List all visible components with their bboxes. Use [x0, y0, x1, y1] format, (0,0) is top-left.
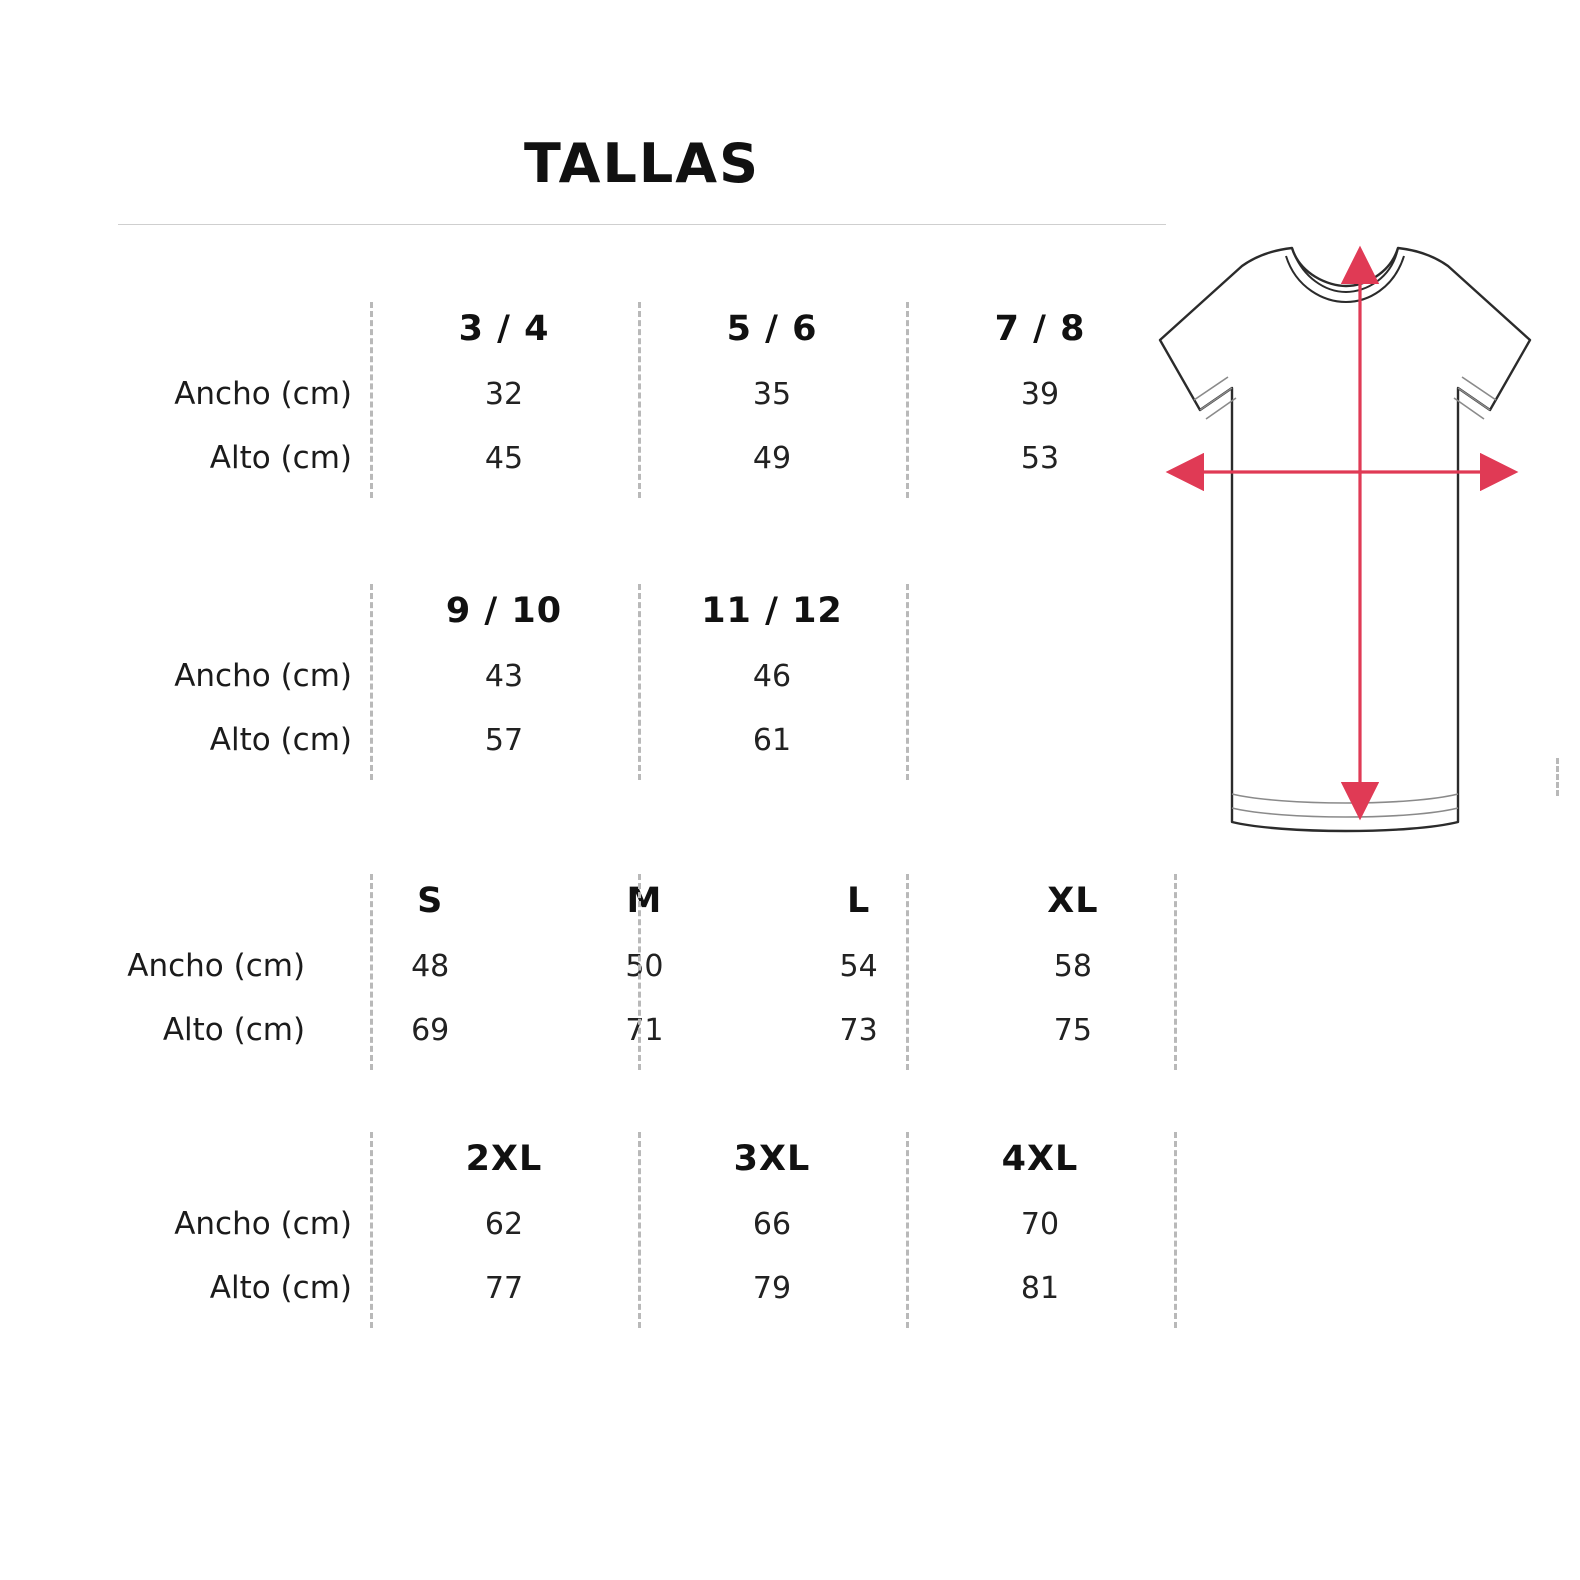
column-separator	[1174, 1132, 1177, 1328]
size-header: L	[846, 881, 871, 921]
row-label-ancho: Ancho (cm)	[174, 658, 352, 694]
value-ancho: 70	[1020, 1206, 1060, 1242]
size-header: 5 / 6	[726, 309, 818, 349]
column-separator	[638, 584, 641, 780]
size-block-kids-large	[118, 578, 1180, 772]
size-block-adult-plus	[118, 1126, 1180, 1320]
size-table-adult-standard	[118, 868, 1180, 1062]
tshirt-illustration	[1060, 222, 1560, 862]
value-alto: 73	[839, 1012, 878, 1048]
value-alto: 57	[484, 722, 524, 758]
column-separator	[370, 1132, 373, 1328]
column-separator	[370, 302, 373, 498]
value-alto: 53	[1020, 440, 1060, 476]
size-table-adult-plus	[118, 1126, 1180, 1320]
page-title: TALLAS	[524, 132, 760, 195]
value-ancho: 39	[1020, 376, 1060, 412]
column-separator	[906, 1132, 909, 1328]
size-header: S	[417, 881, 444, 921]
value-ancho: 32	[484, 376, 524, 412]
size-header: 11 / 12	[701, 591, 843, 631]
value-alto: 49	[752, 440, 792, 476]
row-label-alto: Alto (cm)	[209, 1270, 352, 1306]
size-header: M	[626, 881, 663, 921]
column-separator	[906, 874, 909, 1070]
table-row-alto	[118, 998, 1180, 1062]
size-table-kids-small	[118, 296, 1180, 490]
size-block-adult-standard	[118, 868, 1180, 1062]
column-separator	[638, 1132, 641, 1328]
column-separator	[906, 584, 909, 780]
size-table-kids-large	[118, 578, 1180, 772]
size-header: 9 / 10	[445, 591, 563, 631]
value-ancho: 62	[484, 1206, 524, 1242]
row-label-alto: Alto (cm)	[209, 722, 352, 758]
row-label-ancho: Ancho (cm)	[174, 1206, 352, 1242]
column-separator	[638, 302, 641, 498]
size-header: 4XL	[1001, 1139, 1079, 1179]
table-header-row	[118, 578, 1180, 644]
value-ancho: 50	[625, 948, 664, 984]
value-ancho: 35	[752, 376, 792, 412]
column-separator	[1174, 874, 1177, 1070]
column-separator	[906, 302, 909, 498]
table-row-ancho	[118, 644, 1180, 708]
title-divider	[118, 224, 1166, 225]
value-alto: 45	[484, 440, 524, 476]
column-separator	[638, 874, 641, 1070]
row-label-alto: Alto (cm)	[162, 1012, 306, 1048]
size-block-kids-small	[118, 296, 1180, 490]
row-label-ancho: Ancho (cm)	[174, 376, 352, 412]
table-row-ancho	[118, 1192, 1180, 1256]
table-header-row	[118, 296, 1180, 362]
row-label-ancho: Ancho (cm)	[127, 948, 306, 984]
table-row-alto	[118, 708, 1180, 772]
value-alto: 79	[752, 1270, 792, 1306]
value-alto: 61	[752, 722, 792, 758]
table-row-alto	[118, 1256, 1180, 1320]
column-separator	[370, 874, 373, 1070]
value-ancho: 54	[839, 948, 878, 984]
table-row-ancho	[118, 362, 1180, 426]
value-alto: 81	[1020, 1270, 1060, 1306]
value-alto: 71	[625, 1012, 664, 1048]
table-row-alto	[118, 426, 1180, 490]
value-ancho: 58	[1053, 948, 1092, 984]
size-header: 3 / 4	[458, 309, 550, 349]
value-ancho: 48	[411, 948, 450, 984]
column-separator	[370, 584, 373, 780]
value-alto: 75	[1053, 1012, 1092, 1048]
value-ancho: 66	[752, 1206, 792, 1242]
row-label-alto: Alto (cm)	[209, 440, 352, 476]
value-ancho: 43	[484, 658, 524, 694]
size-header: 7 / 8	[994, 309, 1086, 349]
table-header-row	[118, 868, 1180, 934]
size-header: 3XL	[733, 1139, 811, 1179]
size-header: XL	[1047, 881, 1099, 921]
table-header-row	[118, 1126, 1180, 1192]
value-alto: 69	[411, 1012, 450, 1048]
value-ancho: 46	[752, 658, 792, 694]
value-alto: 77	[484, 1270, 524, 1306]
table-row-ancho	[118, 934, 1180, 998]
size-header: 2XL	[465, 1139, 543, 1179]
